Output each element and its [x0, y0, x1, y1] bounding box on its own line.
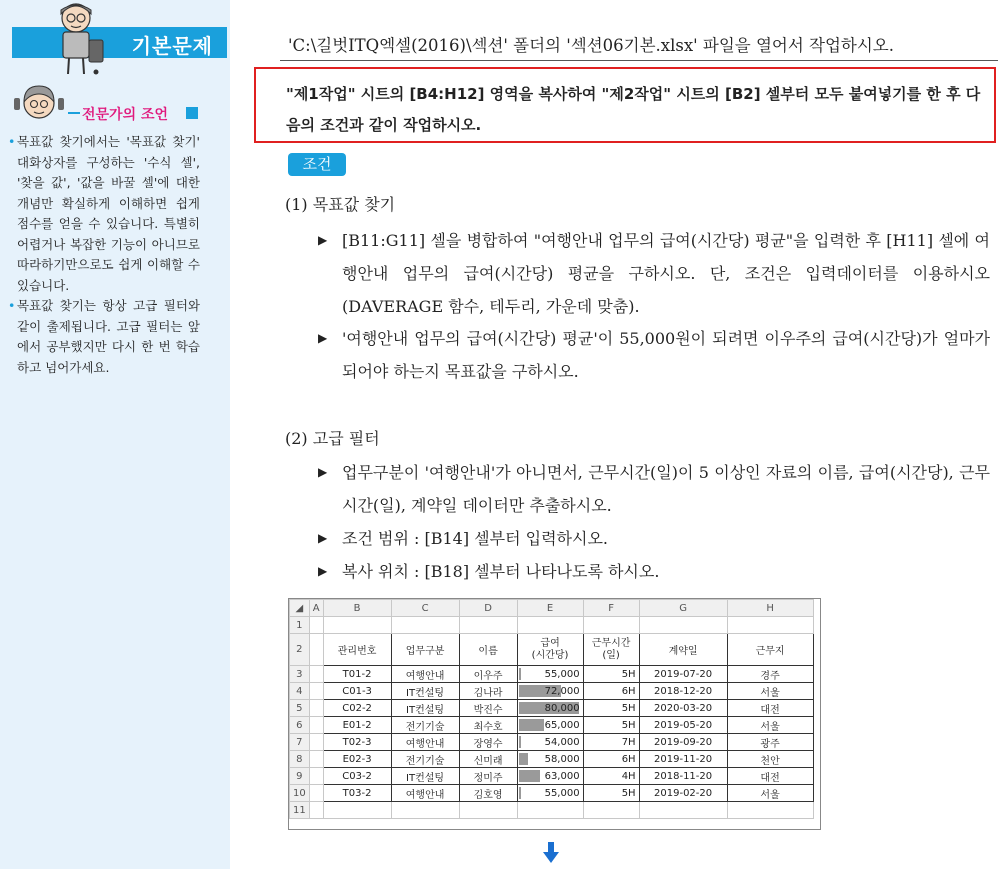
down-arrow-icon	[542, 842, 560, 864]
tip-item: • 목표값 찾기는 항상 고급 필터와 같이 출제됩니다. 고급 필터는 앞에서 공부했지만 다시 한 번 학습하고 넘어가세요.	[8, 296, 200, 378]
cell-type[interactable]: 전기기술	[391, 717, 459, 734]
sheet-row	[290, 634, 814, 666]
cell-pay[interactable]	[517, 717, 583, 734]
pay-value: 55,000	[544, 787, 580, 799]
cell-type[interactable]: IT컨설팅	[391, 768, 459, 785]
cell-pay[interactable]	[517, 700, 583, 717]
table-row	[290, 717, 814, 734]
column-header[interactable]: F	[583, 600, 639, 617]
section-advanced-filter-title: (2) 고급 필터	[285, 429, 380, 448]
data-bar	[519, 668, 521, 680]
condition-item	[318, 224, 990, 323]
expert-title: 전문가의 조언	[82, 107, 169, 123]
pay-value: 58,000	[544, 753, 580, 765]
row-number[interactable]: 3	[290, 666, 310, 683]
cell-place[interactable]: 광주	[727, 734, 813, 751]
cell-place[interactable]: 천안	[727, 751, 813, 768]
column-header-row	[290, 600, 814, 617]
cell-hours[interactable]: 5H	[583, 717, 639, 734]
cell-pay[interactable]	[517, 734, 583, 751]
cell-place[interactable]: 서울	[727, 785, 813, 802]
table-header-cell: 근무지	[727, 634, 813, 666]
cell-hours[interactable]: 6H	[583, 751, 639, 768]
cell-date[interactable]: 2019-05-20	[639, 717, 727, 734]
cell-place[interactable]: 대전	[727, 700, 813, 717]
cell-hours[interactable]: 7H	[583, 734, 639, 751]
section-title: 기본문제	[131, 34, 213, 58]
column-header[interactable]: E	[517, 600, 583, 617]
row-number[interactable]: 11	[290, 802, 310, 819]
cell-pay[interactable]	[517, 768, 583, 785]
condition-text: 복사 위치 : [B18] 셀부터 나타나도록 하시오.	[342, 562, 660, 581]
column-header[interactable]: D	[459, 600, 517, 617]
table-row	[290, 751, 814, 768]
condition-text: [B11:G11] 셀을 병합하여 "여행안내 업무의 급여(시간당) 평균"을 입력한 후 [H11] 셀에 여행안내 업무의 급여(시간당) 평균을 구하시오. 단, 조건은 입력데이터를 이용하시오(DAVERAGE 함수, 테두리, 가운데 맞춤).	[342, 231, 990, 316]
expert-tips	[8, 132, 200, 378]
condition-item	[318, 555, 990, 588]
cell-date[interactable]: 2019-09-20	[639, 734, 727, 751]
row-number[interactable]: 10	[290, 785, 310, 802]
cell-name[interactable]: 박진수	[459, 700, 517, 717]
pay-value: 65,000	[544, 719, 580, 731]
condition-text: '여행안내 업무의 급여(시간당) 평균'이 55,000원이 되려면 이우주의 급여(시간당)가 얼마가 되어야 하는지 목표값을 구하시오.	[342, 329, 990, 381]
task-text: "제1작업" 시트의 [B4:H12] 영역을 복사하여 "제2작업" 시트의 [B2] 셀부터 모두 붙여넣기를 한 후 다음의 조건과 같이 작업하시오.	[286, 85, 981, 134]
row-number[interactable]: 2	[290, 634, 310, 666]
table-row	[290, 768, 814, 785]
cell-type[interactable]: IT컨설팅	[391, 700, 459, 717]
table-header-cell: 급여 (시간당)	[517, 634, 583, 666]
cell-id[interactable]: C03-2	[323, 768, 391, 785]
cell-name[interactable]: 김호영	[459, 785, 517, 802]
column-header[interactable]: B	[323, 600, 391, 617]
file-instruction: 'C:\길벗ITQ엑셀(2016)\섹션' 폴더의 '섹션06기본.xlsx' 파일을 열어서 작업하시오.	[288, 36, 894, 55]
cell-hours[interactable]: 6H	[583, 683, 639, 700]
cell-date[interactable]: 2018-12-20	[639, 683, 727, 700]
data-bar	[519, 787, 521, 799]
condition-text: 업무구분이 '여행안내'가 아니면서, 근무시간(일)이 5 이상인 자료의 이름, 급여(시간당), 근무시간(일), 계약일 데이터만 추출하시오.	[342, 463, 990, 515]
row-number[interactable]: 8	[290, 751, 310, 768]
cell-pay[interactable]	[517, 751, 583, 768]
cell-hours[interactable]: 4H	[583, 768, 639, 785]
data-bar	[519, 770, 540, 782]
sheet-row	[290, 617, 814, 634]
cell-place[interactable]: 서울	[727, 683, 813, 700]
task-box	[254, 67, 996, 143]
table-row	[290, 785, 814, 802]
section-goal-seek-title: (1) 목표값 찾기	[285, 195, 396, 214]
data-bar	[519, 736, 521, 748]
main-content	[230, 0, 1003, 869]
expert-title-line	[68, 112, 80, 114]
pay-value: 80,000	[544, 702, 580, 714]
cell-id[interactable]: C02-2	[323, 700, 391, 717]
cell-type[interactable]: 여행안내	[391, 734, 459, 751]
data-bar	[519, 719, 544, 731]
column-header[interactable]: G	[639, 600, 727, 617]
cell-type[interactable]: 여행안내	[391, 666, 459, 683]
table-header-cell: 계약일	[639, 634, 727, 666]
cell-name[interactable]: 김나라	[459, 683, 517, 700]
empty-cell[interactable]	[309, 785, 323, 802]
cell-type[interactable]: 여행안내	[391, 785, 459, 802]
column-header[interactable]: A	[309, 600, 323, 617]
cell-date[interactable]: 2019-02-20	[639, 785, 727, 802]
pay-value: 55,000	[544, 668, 580, 680]
cell-id[interactable]: T02-3	[323, 734, 391, 751]
table-row	[290, 666, 814, 683]
row-number[interactable]: 7	[290, 734, 310, 751]
cell-id[interactable]: E01-2	[323, 717, 391, 734]
condition-text: 조건 범위 : [B14] 셀부터 입력하시오.	[342, 529, 608, 548]
cell-pay[interactable]	[517, 666, 583, 683]
bullet-arrow-icon: ▶	[318, 331, 328, 345]
bullet-arrow-icon: ▶	[318, 531, 328, 545]
cell-date[interactable]: 2019-11-20	[639, 751, 727, 768]
empty-cell[interactable]	[309, 700, 323, 717]
cell-type[interactable]: 전기기술	[391, 751, 459, 768]
cell-type[interactable]: IT컨설팅	[391, 683, 459, 700]
empty-cell[interactable]	[309, 734, 323, 751]
mascot-illustration-icon	[42, 0, 112, 76]
pay-value: 72,000	[544, 685, 580, 697]
column-header[interactable]: H	[727, 600, 813, 617]
table-header-cell: 이름	[459, 634, 517, 666]
empty-cell[interactable]	[309, 717, 323, 734]
sheet-row	[290, 802, 814, 819]
empty-cell[interactable]	[309, 751, 323, 768]
empty-cell[interactable]	[309, 768, 323, 785]
row-number[interactable]: 9	[290, 768, 310, 785]
cell-hours[interactable]: 5H	[583, 700, 639, 717]
empty-cell[interactable]	[309, 683, 323, 700]
cell-id[interactable]: C01-3	[323, 683, 391, 700]
expert-face-icon	[10, 82, 68, 124]
cell-place[interactable]: 경주	[727, 666, 813, 683]
condition-item	[318, 522, 990, 555]
tip-item: • 목표값 찾기에서는 '목표값 찾기' 대화상자를 구성하는 '수식 셀', '찾을 값', '값을 바꿀 셀'에 대한 개념만 확실하게 이해하면 쉽게 점수를 얻을 수 있습니다. 특별히 어렵거나 복잡한 기능이 아니므로 따라하기만으로도 쉽게 이해할 수 있습니다.	[8, 132, 200, 296]
empty-cell[interactable]	[309, 666, 323, 683]
row-number[interactable]: 5	[290, 700, 310, 717]
row-number[interactable]: 6	[290, 717, 310, 734]
table-row	[290, 734, 814, 751]
condition-badge: 조건	[288, 153, 346, 176]
cell-name[interactable]: 최수호	[459, 717, 517, 734]
cell-pay[interactable]	[517, 785, 583, 802]
spreadsheet-grid	[289, 599, 814, 819]
table-header-cell: 관리번호	[323, 634, 391, 666]
cell-place[interactable]: 서울	[727, 717, 813, 734]
cell-place[interactable]: 대전	[727, 768, 813, 785]
table-row	[290, 700, 814, 717]
column-header[interactable]: C	[391, 600, 459, 617]
cell-id[interactable]: E02-3	[323, 751, 391, 768]
sidebar	[0, 0, 230, 869]
cell-date[interactable]: 2020-03-20	[639, 700, 727, 717]
bullet-arrow-icon: ▶	[318, 564, 328, 578]
table-header-cell: 업무구분	[391, 634, 459, 666]
select-all-corner[interactable]: ◢	[290, 600, 310, 617]
data-bar	[519, 753, 528, 765]
cell-id[interactable]: T01-2	[323, 666, 391, 683]
cell-pay[interactable]	[517, 683, 583, 700]
table-header-cell: 근무시간 (일)	[583, 634, 639, 666]
pay-value: 63,000	[544, 770, 580, 782]
cell-date[interactable]: 2018-11-20	[639, 768, 727, 785]
cell-hours[interactable]: 5H	[583, 666, 639, 683]
cell-name[interactable]: 정미주	[459, 768, 517, 785]
row-number[interactable]: 1	[290, 617, 310, 634]
row-number[interactable]: 4	[290, 683, 310, 700]
cell-hours[interactable]: 5H	[583, 785, 639, 802]
pay-value: 54,000	[544, 736, 580, 748]
condition-item	[318, 322, 990, 388]
header-divider	[280, 60, 998, 61]
cell-name[interactable]: 신미래	[459, 751, 517, 768]
bullet-arrow-icon: ▶	[318, 233, 328, 247]
spreadsheet-screenshot	[288, 598, 821, 830]
expert-title-marker	[186, 107, 198, 119]
cell-date[interactable]: 2019-07-20	[639, 666, 727, 683]
cell-name[interactable]: 이우주	[459, 666, 517, 683]
condition-item	[318, 456, 990, 522]
table-row	[290, 683, 814, 700]
bullet-arrow-icon: ▶	[318, 465, 328, 479]
cell-id[interactable]: T03-2	[323, 785, 391, 802]
cell-name[interactable]: 장영수	[459, 734, 517, 751]
